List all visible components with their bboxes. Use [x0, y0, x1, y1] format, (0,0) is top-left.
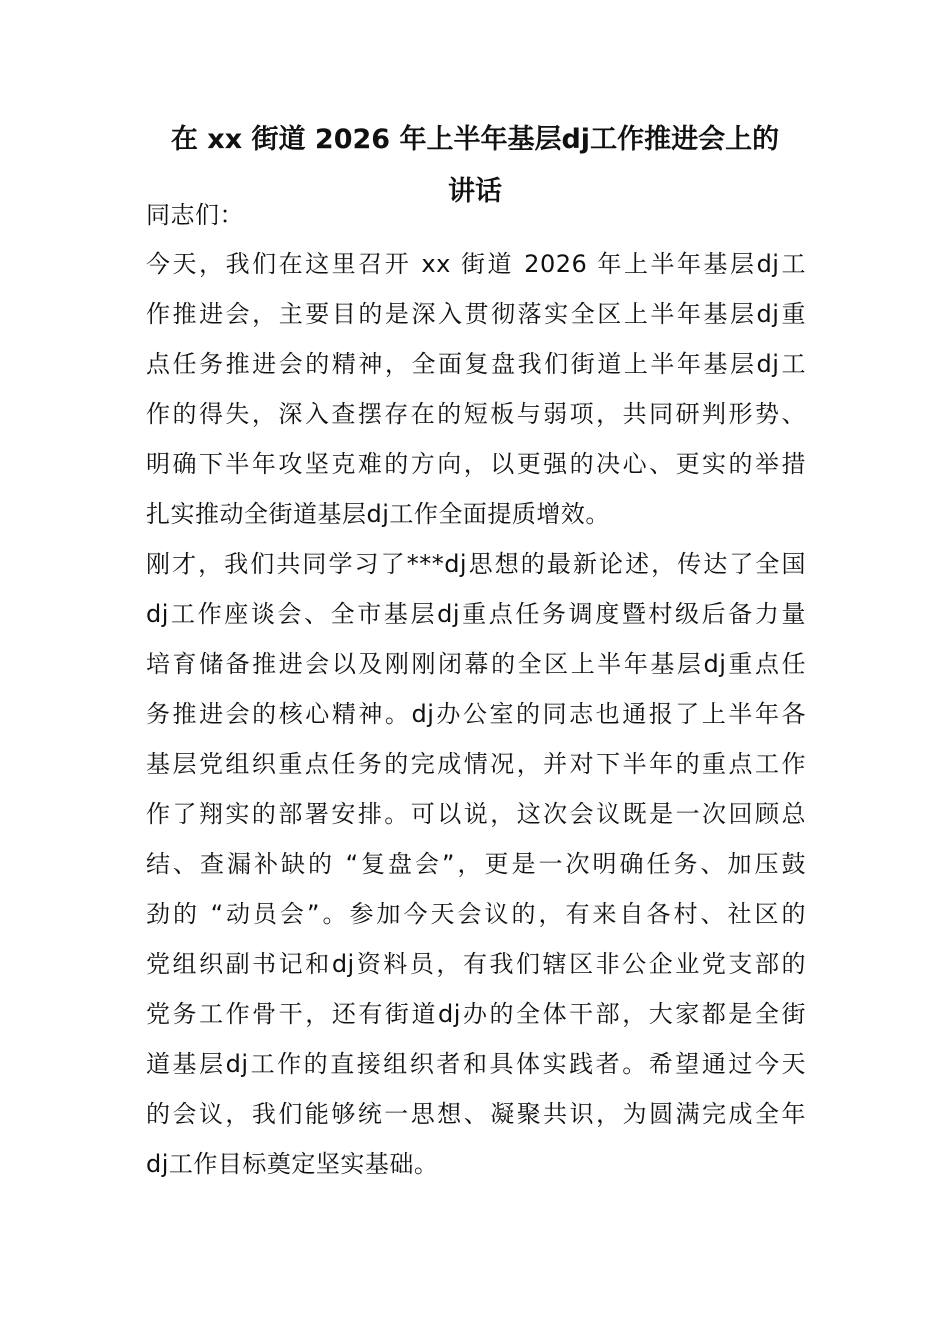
body-line: dj工作座谈会、全市基层dj重点任务调度暨村级后备力量 — [146, 600, 806, 628]
body-line: 作了翔实的部署安排。可以说，这次会议既是一次回顾总 — [146, 800, 806, 828]
body-line: 党务工作骨干，还有街道dj办的全体干部，大家都是全街 — [146, 1000, 806, 1028]
body-line: 点任务推进会的精神，全面复盘我们街道上半年基层dj工 — [146, 350, 806, 378]
body-line: 刚才，我们共同学习了***dj思想的最新论述，传达了全国 — [146, 550, 806, 578]
body-line: 劲的 “动员会”。参加今天会议的，有来自各村、社区的 — [146, 900, 806, 928]
salutation: 同志们： — [146, 201, 244, 229]
document-title-line-2: 讲话 — [448, 176, 502, 207]
body-line: 作推进会，主要目的是深入贯彻落实全区上半年基层dj重 — [146, 300, 806, 328]
body-line: 基层党组织重点任务的完成情况，并对下半年的重点工作 — [146, 750, 806, 778]
document-title-line-1: 在 xx 街道 2026 年上半年基层dj工作推进会上的 — [170, 124, 780, 155]
body-line: 的会议，我们能够统一思想、凝聚共识，为圆满完成全年 — [146, 1100, 806, 1128]
body-line: 作的得失，深入查摆存在的短板与弱项，共同研判形势、 — [146, 400, 806, 428]
body-line: 道基层dj工作的直接组织者和具体实践者。希望通过今天 — [146, 1050, 806, 1078]
body-line: 党组织副书记和dj资料员，有我们辖区非公企业党支部的 — [146, 950, 806, 978]
body-line: 结、查漏补缺的 “复盘会”，更是一次明确任务、加压鼓 — [146, 850, 806, 878]
body-line: 今天，我们在这里召开 xx 街道 2026 年上半年基层dj工 — [146, 250, 806, 278]
body-line: 务推进会的核心精神。dj办公室的同志也通报了上半年各 — [146, 700, 806, 728]
body-line: 扎实推动全街道基层dj工作全面提质增效。 — [146, 500, 610, 528]
body-line: dj工作目标奠定坚实基础。 — [146, 1150, 439, 1178]
body-line: 培育储备推进会以及刚刚闭幕的全区上半年基层dj重点任 — [146, 650, 806, 678]
body-line: 明确下半年攻坚克难的方向，以更强的决心、更实的举措 — [146, 450, 806, 478]
